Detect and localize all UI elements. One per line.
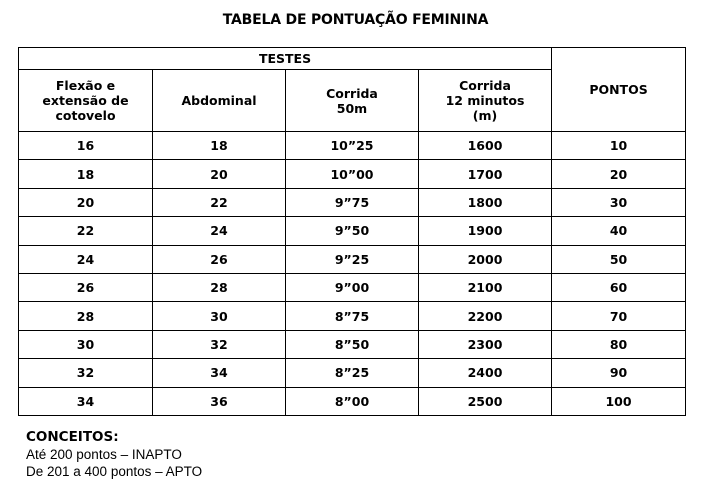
table-row — [19, 302, 686, 330]
points-cell: 80 — [552, 330, 686, 358]
run-12min-cell: 2300 — [419, 330, 552, 358]
column-header-line: 12 minutos — [445, 93, 525, 108]
column-header-run-12min — [419, 70, 552, 132]
table-title: TABELA DE PONTUAÇÃO FEMININA — [222, 12, 489, 28]
run-50m-cell: 9”50 — [286, 217, 419, 245]
run-12min-cell: 1800 — [419, 188, 552, 216]
flexion-cell: 30 — [19, 330, 153, 358]
run-12min-cell: 2400 — [419, 359, 552, 387]
abdominal-cell: 28 — [153, 273, 286, 301]
tests-group-header: TESTES — [19, 48, 552, 70]
run-50m-cell: 8”50 — [286, 330, 419, 358]
column-header-line: 50m — [336, 100, 368, 116]
points-cell: 90 — [552, 359, 686, 387]
column-header-line: Corrida — [326, 85, 378, 101]
points-cell: 20 — [552, 160, 686, 188]
abdominal-cell: 24 — [153, 217, 286, 245]
flexion-cell: 34 — [19, 387, 153, 415]
column-header-line: Abdominal — [181, 93, 257, 108]
column-header-run-50m — [286, 70, 419, 132]
run-12min-cell: 1900 — [419, 217, 552, 245]
table-row — [19, 330, 686, 358]
points-cell: 30 — [552, 188, 686, 216]
points-column-header: PONTOS — [552, 48, 686, 132]
run-12min-cell: 1700 — [419, 160, 552, 188]
flexion-cell: 22 — [19, 217, 153, 245]
concept-line-inapto: Até 200 pontos – INAPTO — [26, 447, 182, 462]
abdominal-cell: 34 — [153, 359, 286, 387]
abdominal-cell: 30 — [153, 302, 286, 330]
points-cell: 60 — [552, 273, 686, 301]
concept-line-apto: De 201 a 400 pontos – APTO — [26, 464, 203, 479]
run-12min-cell: 2500 — [419, 387, 552, 415]
column-header-line: Flexão e — [55, 78, 116, 93]
column-header-abdominal — [153, 70, 286, 132]
abdominal-cell: 26 — [153, 245, 286, 273]
run-12min-cell: 2100 — [419, 273, 552, 301]
abdominal-cell: 20 — [153, 160, 286, 188]
group-header-row — [19, 48, 686, 70]
table-row — [19, 217, 686, 245]
table-row — [19, 387, 686, 415]
flexion-cell: 16 — [19, 132, 153, 160]
column-header-line: extensão de — [42, 93, 129, 108]
concepts-heading: CONCEITOS: — [26, 429, 119, 445]
table-body — [19, 132, 686, 416]
table-row — [19, 273, 686, 301]
points-cell: 100 — [552, 387, 686, 415]
points-cell: 10 — [552, 132, 686, 160]
table-row — [19, 132, 686, 160]
run-50m-cell: 8”25 — [286, 359, 419, 387]
points-cell: 40 — [552, 217, 686, 245]
table-row — [19, 188, 686, 216]
run-50m-cell: 8”00 — [286, 387, 419, 415]
table-row — [19, 160, 686, 188]
column-header-line: (m) — [472, 108, 498, 123]
run-50m-cell: 10”25 — [286, 132, 419, 160]
column-header-line: cotovelo — [55, 108, 116, 123]
flexion-cell: 20 — [19, 188, 153, 216]
abdominal-cell: 36 — [153, 387, 286, 415]
abdominal-cell: 22 — [153, 188, 286, 216]
run-50m-cell: 10”00 — [286, 160, 419, 188]
abdominal-cell: 32 — [153, 330, 286, 358]
flexion-cell: 26 — [19, 273, 153, 301]
column-header-flexion — [19, 70, 153, 132]
run-50m-cell: 9”25 — [286, 245, 419, 273]
run-12min-cell: 2200 — [419, 302, 552, 330]
table-row — [19, 359, 686, 387]
concepts-section — [26, 429, 202, 480]
scoring-table — [18, 47, 686, 416]
flexion-cell: 24 — [19, 245, 153, 273]
run-12min-cell: 2000 — [419, 245, 552, 273]
table-row — [19, 245, 686, 273]
run-50m-cell: 9”75 — [286, 188, 419, 216]
flexion-cell: 28 — [19, 302, 153, 330]
points-cell: 50 — [552, 245, 686, 273]
run-50m-cell: 8”75 — [286, 302, 419, 330]
flexion-cell: 18 — [19, 160, 153, 188]
run-50m-cell: 9”00 — [286, 273, 419, 301]
run-12min-cell: 1600 — [419, 132, 552, 160]
abdominal-cell: 18 — [153, 132, 286, 160]
flexion-cell: 32 — [19, 359, 153, 387]
column-header-line: Corrida — [459, 78, 511, 93]
points-cell: 70 — [552, 302, 686, 330]
